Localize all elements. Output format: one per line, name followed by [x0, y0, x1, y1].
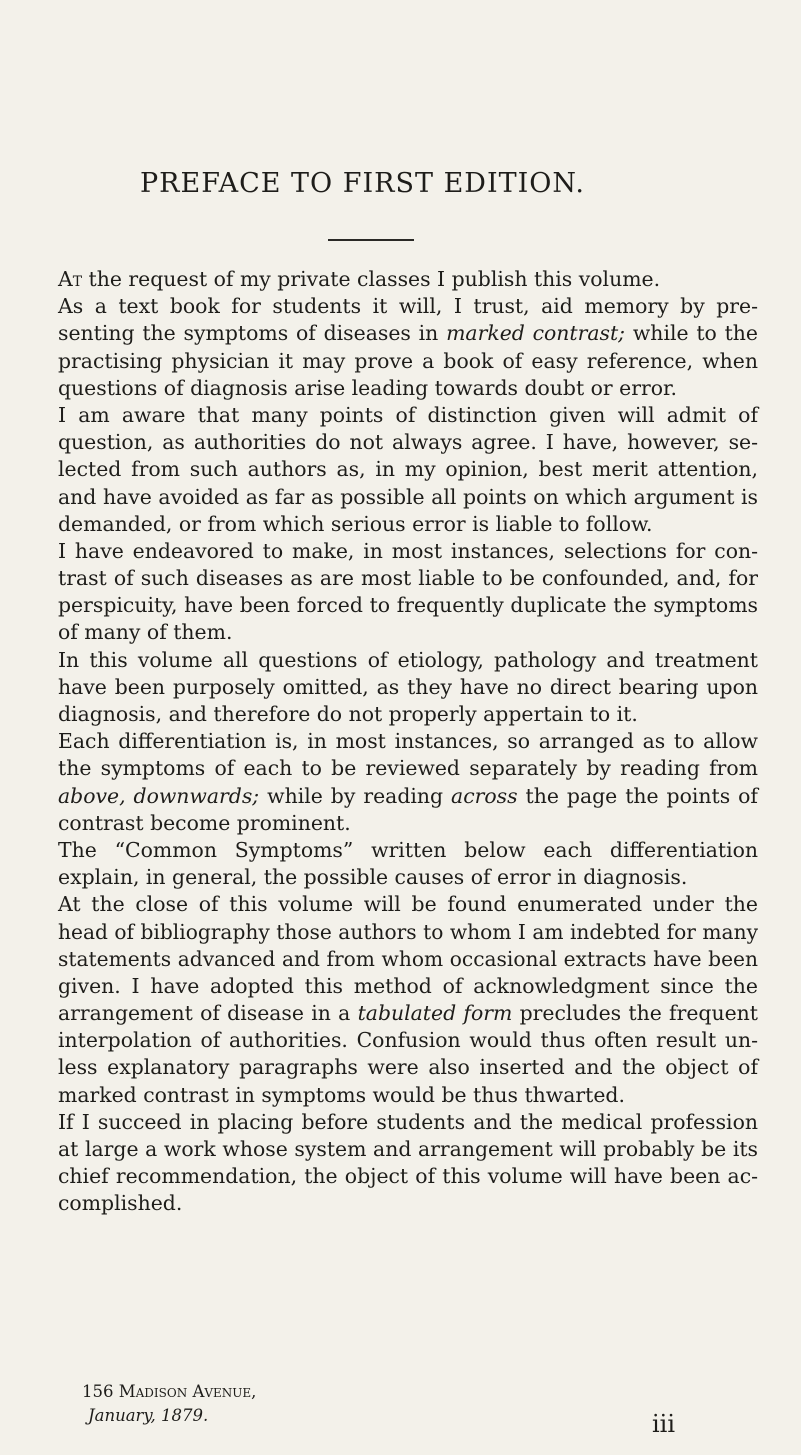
text-line: practising physician it may prove a book of easy reference, when: [58, 348, 758, 373]
page-number: iii: [652, 1410, 676, 1438]
text-line: question, as authorities do not always agree. I have, however, se-: [58, 430, 758, 455]
text-line: statements advanced and from whom occasional extracts have been: [58, 946, 758, 971]
text-line: At the close of this volume will be found enumerated under the: [58, 892, 758, 917]
text-line: I am aware that many points of distinction given will admit of: [58, 402, 758, 427]
text-line: I have endeavored to make, in most instances, selections for con-: [58, 538, 758, 563]
signature-address: 156 Madison Avenue,: [82, 1382, 257, 1401]
text-line: given. I have adopted this method of acknowledgment since the: [58, 973, 758, 998]
text-line: chief recommendation, the object of this volume will have been ac-: [58, 1164, 758, 1189]
text-line: The “Common Symptoms” written below each differentiation: [58, 837, 758, 862]
text-line: perspicuity, have been forced to frequently duplicate the symptoms: [58, 593, 758, 618]
text-line: As a text book for students it will, I trust, aid memory by pre-: [58, 294, 758, 319]
text-line: the symptoms of each to be reviewed separately by reading from: [58, 756, 758, 781]
text-line: head of bibliography those authors to whom I am indebted for many: [58, 919, 758, 944]
text-line: trast of such diseases as are most liable to be confounded, and, for: [58, 566, 758, 591]
text-line: interpolation of authorities. Confusion would thus often result un-: [58, 1028, 758, 1053]
text-line: diagnosis, and therefore do not properly appertain to it.: [58, 702, 638, 726]
text-line: arrangement of disease in a tabulated form precludes the frequent: [58, 1001, 758, 1026]
text-line: complished.: [58, 1191, 183, 1216]
signature-block: [82, 1380, 256, 1428]
text-line: senting the symptoms of diseases in marked contrast; while to the: [58, 321, 758, 346]
text-line: less explanatory paragraphs were also inserted and the object of: [58, 1055, 758, 1080]
title-rule: [328, 239, 414, 241]
text-line: marked contrast in symptoms would be thus thwarted.: [58, 1082, 625, 1107]
text-line: questions of diagnosis arise leading towards doubt or error.: [58, 375, 677, 400]
text-line: Each differentiation is, in most instances, so arranged as to allow: [58, 729, 758, 754]
text-line: At the request of my private classes I publish this volume.: [58, 267, 661, 291]
text-line: of many of them.: [58, 620, 233, 645]
text-line: demanded, or from which serious error is liable to follow.: [58, 511, 653, 536]
text-line: have been purposely omitted, as they have no direct bearing upon: [58, 674, 758, 699]
text-line: explain, in general, the possible causes of error in diagnosis.: [58, 865, 688, 890]
signature-date: January, 1879.: [88, 1406, 209, 1425]
text-line: and have avoided as far as possible all points on which argument is: [58, 484, 758, 509]
text-line: above, downwards; while by reading across the page the points of: [58, 783, 758, 808]
text-line: contrast become prominent.: [58, 810, 351, 835]
text-line: lected from such authors as, in my opinion, best merit attention,: [58, 457, 758, 482]
text-line: In this volume all questions of etiology, pathology and treatment: [58, 647, 758, 672]
text-line: at large a work whose system and arrangement will probably be its: [58, 1137, 758, 1161]
preface-body: [58, 266, 758, 1218]
text-line: If I succeed in placing before students and the medical profession: [58, 1109, 758, 1134]
page-title: PREFACE TO FIRST EDITION.: [140, 168, 585, 199]
